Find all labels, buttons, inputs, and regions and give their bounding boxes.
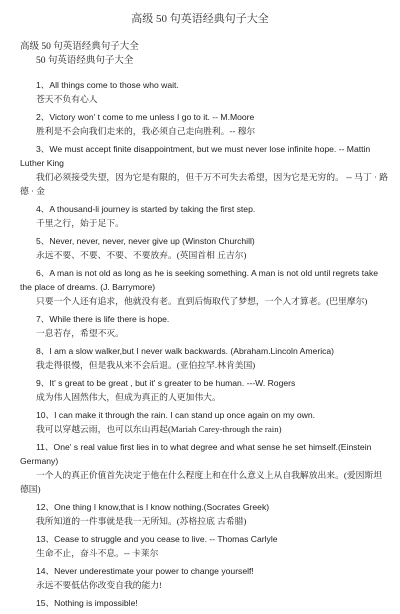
chinese-translation: 一个人的真正价值首先决定于他在什么程度上和在什么意义上从自我解放出来。(爱因斯坦 德国) [20,470,383,494]
chinese-translation: 我们必须接受失望，因为它是有限的，但千万不可失去希望，因为它是无穷的。 -- 马丁 · 路德 · 金 [20,172,388,196]
chinese-translation: 成为伟人固然伟大，但成为真正的人更加伟大。 [36,392,221,402]
list-item [20,500,390,528]
list-item [20,78,390,106]
english-sentence: 8、I am a slow walker,but I never walk backwards. (Abraham.Lincoln America) [36,346,335,356]
chinese-translation: 胜利是不会向我们走来的，我必须自己走向胜利。-- 穆尔 [36,126,256,136]
english-sentence: 15、Nothing is impossible! [36,598,138,608]
list-item [20,376,390,404]
list-item [20,440,390,496]
english-sentence: 14、Never underestimate your power to change yourself! [36,566,254,576]
list-item [20,142,390,198]
english-sentence: 11、One' s real value first lies in to what degree and what sense he set himself.(Einstein Germany) [20,442,372,466]
english-sentence: 1、All things come to those who wait. [36,80,179,90]
document-heading: 高级 50 句英语经典句子大全 [20,42,139,52]
chinese-translation: 苍天不负有心人 [36,94,98,104]
list-item [20,110,390,138]
list-item [20,266,390,308]
chinese-translation: 我走得很慢，但是我从来不会后退。(亚伯拉罕.林肯美国) [36,360,256,370]
chinese-translation: 我所知道的一件事就是我一无所知。(苏格拉底 古希腊) [36,516,247,526]
sentence-list [20,78,390,614]
list-item [20,344,390,372]
english-sentence: 10、I can make it through the rain. I can stand up once again on my own. [36,410,315,420]
english-sentence: 3、We must accept finite disappointment, but we must never lose infinite hope. -- Mattin Luther King [20,144,371,168]
chinese-translation: 我可以穿越云雨，也可以东山再起(Mariah Carey-through the rain) [36,424,282,434]
english-sentence: 13、Cease to struggle and you cease to live. -- Thomas Carlyle [36,534,278,544]
list-item [20,202,390,230]
english-sentence: 4、A thousand-li journey is started by taking the first step. [36,204,256,214]
english-sentence: 7、While there is life there is hope. [36,314,170,324]
english-sentence: 6、A man is not old as long as he is seeking something. A man is not old until regrets take the place of dreams. (J. Barrymore) [20,268,379,292]
page-title: 高级 50 句英语经典句子大全 [131,13,269,25]
list-item [20,312,390,340]
english-sentence: 5、Never, never, never, never give up (Winston Churchill) [36,236,255,246]
document-subheading: 50 句英语经典句子大全 [36,56,134,66]
chinese-translation: 一息若存，希望不灭。 [36,328,124,338]
chinese-translation: 永远不要低估你改变自我的能力! [36,580,163,590]
chinese-translation: 生命不止，奋斗不息。-- 卡莱尔 [36,548,159,558]
chinese-translation: 千里之行，始于足下。 [36,218,124,228]
list-item [20,234,390,262]
list-item [20,532,390,560]
english-sentence: 2、Victory won' t come to me unless I go to it. -- M.Moore [36,112,255,122]
english-sentence: 9、It' s great to be great , but it' s greater to be human. ---W. Rogers [36,378,296,388]
list-item [20,408,390,436]
list-item [20,564,390,592]
chinese-translation: 只要一个人还有追求，他就没有老。直到后悔取代了梦想，一个人才算老。(巴里摩尔) [36,296,368,306]
chinese-translation: 永远不要、不要、不要、不要放弃。(英国首相 丘吉尔) [36,250,247,260]
english-sentence: 12、One thing I know,that is I know nothing.(Socrates Greek) [36,502,270,512]
